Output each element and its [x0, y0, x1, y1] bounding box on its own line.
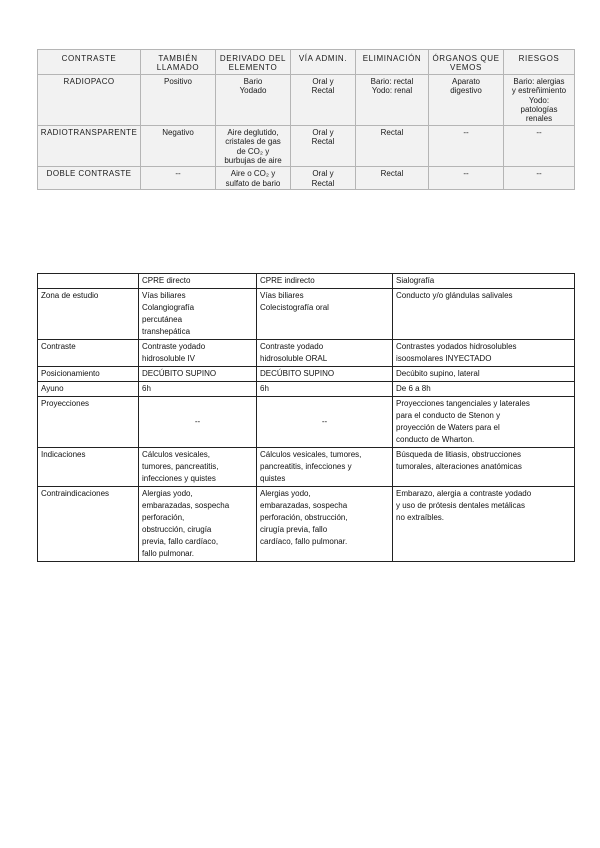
table-row — [38, 487, 575, 562]
table-row — [38, 382, 575, 397]
route-cell: Oral y Rectal — [291, 125, 356, 167]
row-label: Contraindicaciones — [38, 487, 139, 562]
contrast-types-table — [37, 49, 575, 190]
cpre-indirecto-cell: Vías biliares Colecistografía oral — [257, 289, 393, 340]
route-cell: Oral y Rectal — [291, 167, 356, 190]
sialografia-cell: Decúbito supino, lateral — [393, 367, 575, 382]
row-label: Proyecciones — [38, 397, 139, 448]
cpre-directo-cell: 6h — [139, 382, 257, 397]
header-organos: ÓRGANOS QUE VEMOS — [429, 50, 504, 75]
risks-cell: -- — [504, 125, 575, 167]
risks-cell: Bario: alergias y estreñimiento Yodo: patologías renales — [504, 74, 575, 125]
cpre-directo-cell: DECÚBITO SUPINO — [139, 367, 257, 382]
table-header-row — [38, 50, 575, 75]
cpre-directo-cell: Cálculos vesicales, tumores, pancreatitis, infecciones y quistes — [139, 448, 257, 487]
header-riesgos: RIESGOS — [504, 50, 575, 75]
derived-cell: Aire o CO₂ y sulfato de bario — [216, 167, 291, 190]
header-tambien-llamado: TAMBIÉN LLAMADO — [141, 50, 216, 75]
procedures-table — [37, 273, 575, 562]
row-label: Indicaciones — [38, 448, 139, 487]
derived-cell: Aire deglutido, cristales de gas de CO₂ y burbujas de aire — [216, 125, 291, 167]
sialografia-cell: Contrastes yodados hidrosolubles isoosmolares INYECTADO — [393, 340, 575, 367]
table-row — [38, 125, 575, 167]
header-sialografia: Sialografía — [393, 274, 575, 289]
header-cpre-directo: CPRE directo — [139, 274, 257, 289]
alias-cell: -- — [141, 167, 216, 190]
alias-cell: Positivo — [141, 74, 216, 125]
cpre-indirecto-cell: Contraste yodado hidrosoluble ORAL — [257, 340, 393, 367]
contrast-name: RADIOPACO — [38, 74, 141, 125]
elimination-cell: Rectal — [356, 167, 429, 190]
cpre-directo-cell: -- — [139, 397, 257, 448]
row-label: Zona de estudio — [38, 289, 139, 340]
sialografia-cell: De 6 a 8h — [393, 382, 575, 397]
cpre-indirecto-cell: -- — [257, 397, 393, 448]
row-label: Ayuno — [38, 382, 139, 397]
cpre-directo-cell: Vías biliares Colangiografía percutánea transhepática — [139, 289, 257, 340]
header-via-admin: VÍA ADMIN. — [291, 50, 356, 75]
table-row — [38, 397, 575, 448]
cpre-directo-cell: Contraste yodado hidrosoluble IV — [139, 340, 257, 367]
organs-cell: -- — [429, 125, 504, 167]
table-row — [38, 367, 575, 382]
row-label: Posicionamiento — [38, 367, 139, 382]
cpre-indirecto-cell: DECÚBITO SUPINO — [257, 367, 393, 382]
cpre-indirecto-cell: 6h — [257, 382, 393, 397]
elimination-cell: Rectal — [356, 125, 429, 167]
table-row — [38, 289, 575, 340]
sialografia-cell: Embarazo, alergia a contraste yodado y uso de prótesis dentales metálicas no extraíbles. — [393, 487, 575, 562]
route-cell: Oral y Rectal — [291, 74, 356, 125]
derived-cell: Bario Yodado — [216, 74, 291, 125]
sialografia-cell: Búsqueda de litiasis, obstrucciones tumorales, alteraciones anatómicas — [393, 448, 575, 487]
contrast-name: DOBLE CONTRASTE — [38, 167, 141, 190]
header-cpre-indirecto: CPRE indirecto — [257, 274, 393, 289]
header-empty — [38, 274, 139, 289]
organs-cell: Aparato digestivo — [429, 74, 504, 125]
header-eliminacion: ELIMINACIÓN — [356, 50, 429, 75]
header-derivado: DERIVADO DEL ELEMENTO — [216, 50, 291, 75]
contrast-name: RADIOTRANSPARENTE — [38, 125, 141, 167]
header-contraste: CONTRASTE — [38, 50, 141, 75]
sialografia-cell: Proyecciones tangenciales y laterales para el conducto de Stenon y proyección de Waters para el conducto de Wharton. — [393, 397, 575, 448]
table-header-row — [38, 274, 575, 289]
table-row — [38, 167, 575, 190]
table-row — [38, 340, 575, 367]
cpre-directo-cell: Alergias yodo, embarazadas, sospecha perforación, obstrucción, cirugía previa, fallo cardíaco, fallo pulmonar. — [139, 487, 257, 562]
sialografia-cell: Conducto y/o glándulas salivales — [393, 289, 575, 340]
risks-cell: -- — [504, 167, 575, 190]
cpre-indirecto-cell: Alergias yodo, embarazadas, sospecha perforación, obstrucción, cirugía previa, fallo cardíaco, fallo pulmonar. — [257, 487, 393, 562]
organs-cell: -- — [429, 167, 504, 190]
table-row — [38, 448, 575, 487]
cpre-indirecto-cell: Cálculos vesicales, tumores, pancreatitis, infecciones y quistes — [257, 448, 393, 487]
elimination-cell: Bario: rectal Yodo: renal — [356, 74, 429, 125]
table-row — [38, 74, 575, 125]
row-label: Contraste — [38, 340, 139, 367]
alias-cell: Negativo — [141, 125, 216, 167]
